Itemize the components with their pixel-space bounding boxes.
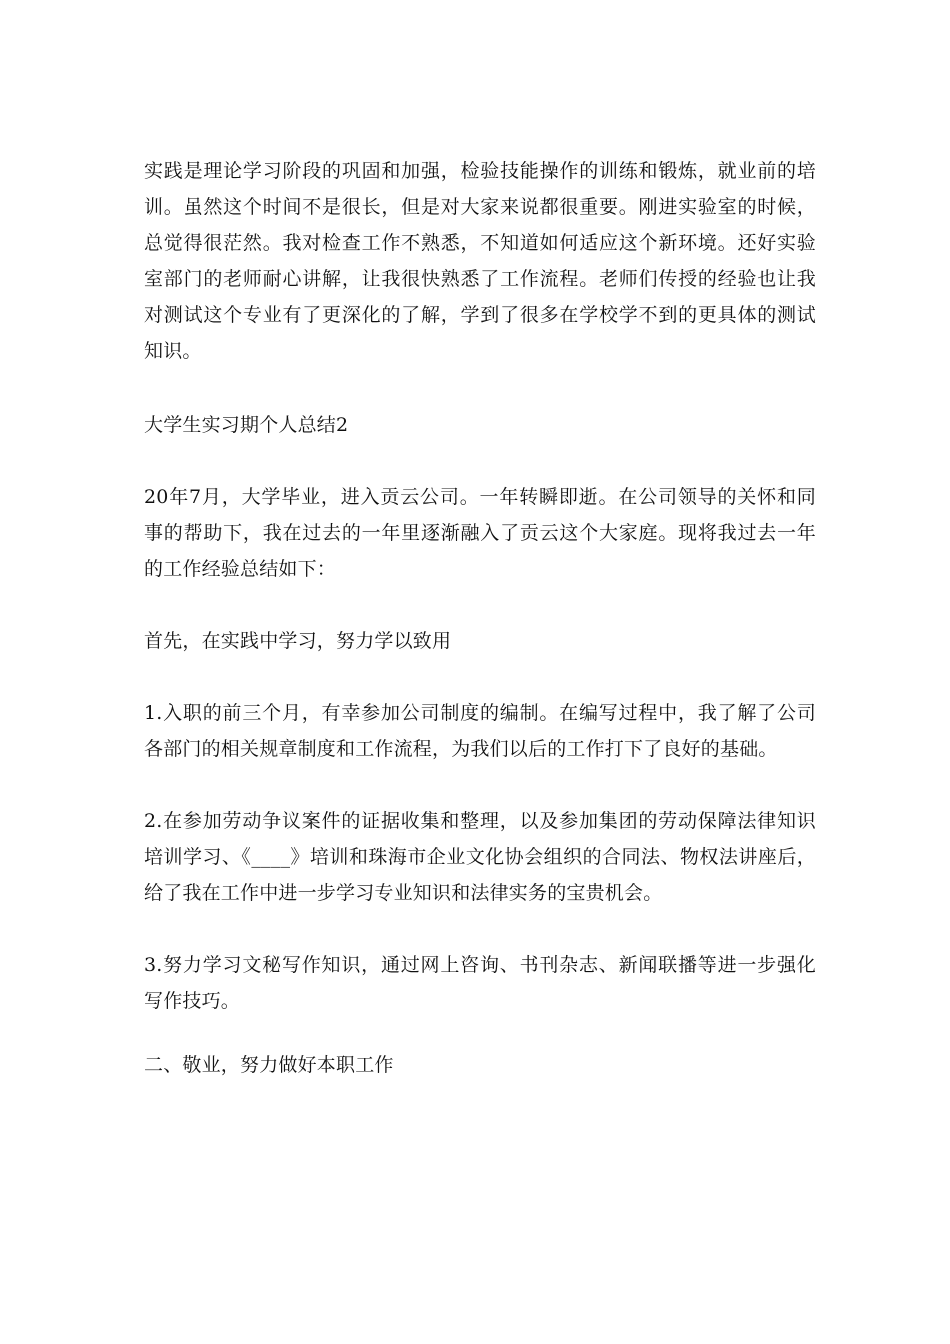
text-line: 总觉得很茫然。我对检查工作不熟悉，不知道如何适应这个新环境。还好实验 bbox=[144, 232, 816, 254]
section-title-dedication bbox=[144, 1047, 816, 1083]
heading-summary-2 bbox=[144, 407, 816, 443]
text-line: 各部门的相关规章制度和工作流程，为我们以后的工作打下了良好的基础。 bbox=[144, 738, 778, 760]
text-line: 20年7月，大学毕业，进入贡云公司。一年转瞬即逝。在公司领导的关怀和同 bbox=[144, 486, 816, 508]
section-title-learning bbox=[144, 623, 816, 659]
text-line: 3.努力学习文秘写作知识，通过网上咨询、书刊杂志、新闻联播等进一步强化 bbox=[144, 954, 816, 976]
text-line: 培训学习、《____》培训和珠海市企业文化协会组织的合同法、物权法讲座后， bbox=[144, 846, 816, 868]
text-line: 知识。 bbox=[144, 340, 202, 362]
list-item-1 bbox=[144, 695, 816, 767]
paragraph-practice-intro bbox=[144, 153, 816, 369]
paragraph-graduation bbox=[144, 479, 816, 587]
text-line: 实践是理论学习阶段的巩固和加强，检验技能操作的训练和锻炼，就业前的培 bbox=[144, 160, 816, 182]
text-line: 对测试这个专业有了更深化的了解，学到了很多在学校学不到的更具体的测试 bbox=[144, 304, 816, 326]
text-line: 训。虽然这个时间不是很长，但是对大家来说都很重要。刚进实验室的时候， bbox=[144, 196, 816, 218]
text-line: 写作技巧。 bbox=[144, 990, 241, 1012]
text-line: 的工作经验总结如下： bbox=[144, 558, 337, 580]
text-line: 2.在参加劳动争议案件的证据收集和整理，以及参加集团的劳动保障法律知识 bbox=[144, 810, 816, 832]
text-line: 室部门的老师耐心讲解，让我很快熟悉了工作流程。老师们传授的经验也让我 bbox=[144, 268, 816, 290]
section-title-text: 二、敬业，努力做好本职工作 bbox=[144, 1054, 394, 1076]
section-title-text: 首先，在实践中学习，努力学以致用 bbox=[144, 630, 452, 652]
list-item-3 bbox=[144, 947, 816, 1019]
heading-text: 大学生实习期个人总结2 bbox=[144, 414, 349, 436]
text-line: 1.入职的前三个月，有幸参加公司制度的编制。在编写过程中，我了解了公司 bbox=[144, 702, 816, 724]
text-line: 事的帮助下，我在过去的一年里逐渐融入了贡云这个大家庭。现将我过去一年 bbox=[144, 522, 816, 544]
text-line: 给了我在工作中进一步学习专业知识和法律实务的宝贵机会。 bbox=[144, 882, 663, 904]
list-item-2 bbox=[144, 803, 816, 911]
